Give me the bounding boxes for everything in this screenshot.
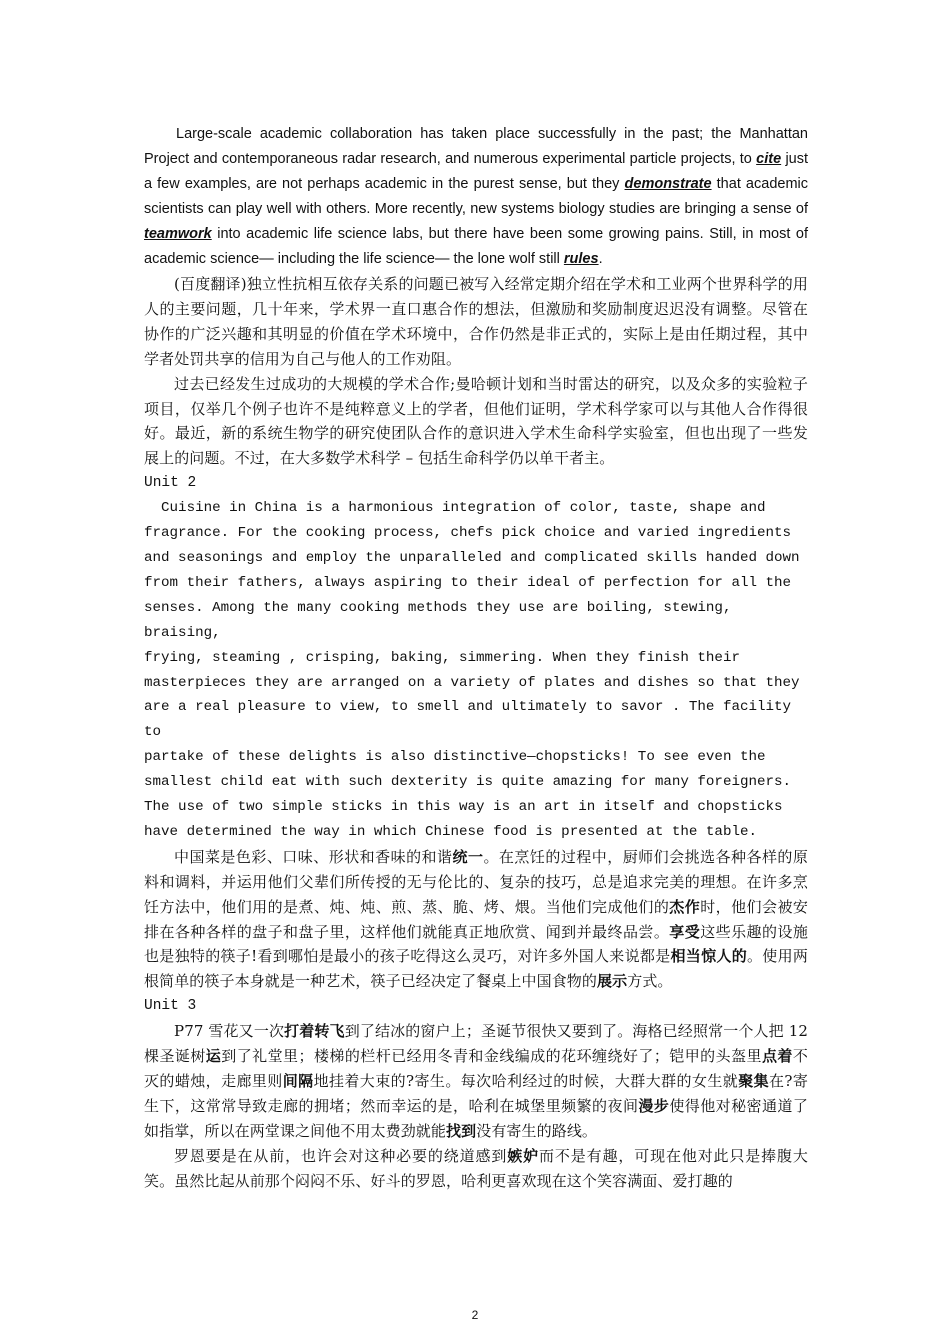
keyword-rules: rules xyxy=(563,251,599,267)
unit-2-english-passage xyxy=(144,496,808,845)
text-run: 到了礼堂里；楼梯的栏杆已经用冬青和金线编成的花环缠绕好了；铠甲的头盔里 xyxy=(221,1047,762,1066)
text-run: Large-scale academic collaboration has taken place successfully in the past; the Manhattan Project and contemporaneous radar research, and numerous experimental particle projects, to xyxy=(144,126,808,167)
bold-term: 聚集 xyxy=(738,1072,770,1090)
text-run: 地挂着大束的?寄生。每次哈利经过的时候，大群大群的女生就 xyxy=(313,1072,739,1090)
passage-line: masterpieces they are arranged on a variety of plates and dishes so that they xyxy=(144,674,800,691)
passage-line: smallest child eat with such dexterity is quite amazing for many foreigners. xyxy=(144,774,792,791)
text-run: that academic scientists can play well with others. More recently, new systems biology studies are bringing a sense of xyxy=(144,176,808,217)
passage-line: senses. Among the many cooking methods they use are boiling, stewing, braising, xyxy=(144,599,740,641)
keyword-demonstrate: demonstrate xyxy=(624,176,712,192)
document-body xyxy=(144,122,808,1194)
unit-2-chinese-translation xyxy=(144,845,808,994)
text-run: 在?寄生下，这常常导致走廊的拥堵；然而幸运的是，哈利在城堡里频繁的夜间 xyxy=(144,1072,808,1115)
english-paragraph xyxy=(144,122,808,272)
bold-term: 运 xyxy=(205,1047,222,1066)
text-run: 。使用两根简单的筷子本身就是一种艺术，筷子已经决定了餐桌上中国食物的 xyxy=(144,947,808,991)
passage-line: are a real pleasure to view, to smell and ultimately to savor . The facility to xyxy=(144,699,800,741)
text-run: 中国菜是色彩、口味、形状和香味的和谐 xyxy=(174,847,453,866)
unit-2-heading: Unit 2 xyxy=(144,475,197,492)
bold-term: 间隔 xyxy=(282,1072,314,1090)
text-run: 而不是有趣，可现在他对此只是捧腹大笑。虽然比起从前那个闷闷不乐、好斗的罗恩，哈利更喜欢现在这个笑容满面、爱打趣的 xyxy=(144,1146,809,1190)
bold-term: 统一 xyxy=(452,847,484,866)
text-run: 使得他对秘密通道了如指掌，所以在两堂课之间他不用太费劲就能 xyxy=(144,1096,809,1140)
keyword-cite: cite xyxy=(756,151,782,167)
text-run: 方式。 xyxy=(627,972,673,991)
passage-line: and seasonings and employ the unparalleled and complicated skills handed down xyxy=(144,549,800,566)
chinese-translation-paragraph: 过去已经发生过成功的大规模的学术合作;曼哈顿计划和当时雷达的研究，以及众多的实验粒子项目，仅举几个例子也许不是纯粹意义上的学者，但他们证明，学术科学家可以与其他人合作得很好。最近，新的系统生物学的研究使团队合作的意识进入学术生命科学实验室，但也出现了一些发展上的问题。不过，在大多数学术科学 – 包括生命科学仍以单干者主。 xyxy=(144,374,808,468)
unit-3-heading: Unit 3 xyxy=(144,998,197,1015)
text-run: P77 雪花又一次 xyxy=(174,1022,285,1041)
passage-line: The use of two simple sticks in this way is an art in itself and chopsticks xyxy=(144,799,783,816)
bold-term: 找到 xyxy=(446,1121,477,1140)
text-run: into academic life science labs, but there have been some growing pains. Still, in most of academic science— including the life science— the lone wolf still xyxy=(144,226,808,267)
text-run: 这些乐趣的设施也是独特的筷子!看到哪怕是最小的孩子吃得这么灵巧，对许多外国人来说都是 xyxy=(144,922,809,966)
bold-term: 打着转飞 xyxy=(284,1022,345,1041)
text-run: 。在烹饪的过程中，厨师们会挑选各种各样的原料和调料，并运用他们父辈们所传授的无与伦比的、复杂的技巧，总是追求完美的理想。在许多烹饪方法中，他们用的是煮、炖、炖、煎、蒸、脆、烤、煨。当他们完成他们的 xyxy=(144,847,808,916)
bold-term: 杰作 xyxy=(669,897,701,916)
bold-term: 漫步 xyxy=(638,1096,670,1115)
bold-term: 点着 xyxy=(761,1047,793,1066)
text-run: . xyxy=(598,251,603,267)
unit-3-paragraph xyxy=(144,1019,808,1144)
text-run: 时，他们会被安排在各种各样的盘子和盘子里，这样他们就能真正地欣赏、闻到并最终品尝。 xyxy=(144,897,809,941)
text-run: 到了结冰的窗户上；圣诞节很快又要到了。海格已经照常一个人把 12 棵圣诞树 xyxy=(144,1022,808,1066)
text-run: 不灭的蜡烛，走廊里则 xyxy=(144,1047,808,1090)
bold-term: 相当惊人的 xyxy=(670,947,747,966)
page-number: 2 xyxy=(471,1308,479,1322)
bold-term: 展示 xyxy=(597,972,628,991)
passage-line: Cuisine in China is a harmonious integration of color, taste, shape and xyxy=(144,500,766,517)
bold-term: 享受 xyxy=(669,922,701,941)
passage-line: fragrance. For the cooking process, chefs pick choice and varied ingredients xyxy=(144,525,792,542)
passage-line: from their fathers, always aspiring to their ideal of perfection for all the xyxy=(144,574,792,591)
unit-3-paragraph xyxy=(144,1144,808,1194)
passage-line: have determined the way in which Chinese food is presented at the table. xyxy=(144,823,757,840)
text-run: 没有寄生的路线。 xyxy=(476,1121,598,1140)
bold-term: 嫉妒 xyxy=(507,1146,539,1165)
passage-line: partake of these delights is also distinctive—chopsticks! To see even the xyxy=(144,749,766,766)
passage-line: frying, steaming , crisping, baking, simmering. When they finish their xyxy=(144,649,740,666)
keyword-teamwork: teamwork xyxy=(144,226,212,242)
chinese-translation-paragraph: (百度翻译)独立性抗相互依存关系的问题已被写入经常定期介绍在学术和工业两个世界科学的用人的主要问题，几十年来，学术界一直口惠合作的想法，但激励和奖励制度迟迟没有调整。尽管在协作的广泛兴趣和其明显的价值在学术环境中，合作仍然是非正式的，实际上是由任期过程，其中学者处罚共享的信用为自己与他人的工作劝阻。 xyxy=(144,275,808,368)
text-run: just a few examples, are not perhaps academic in the purest sense, but they xyxy=(144,151,809,192)
text-run: 罗恩要是在从前，也许会对这种必要的绕道感到 xyxy=(174,1146,508,1165)
